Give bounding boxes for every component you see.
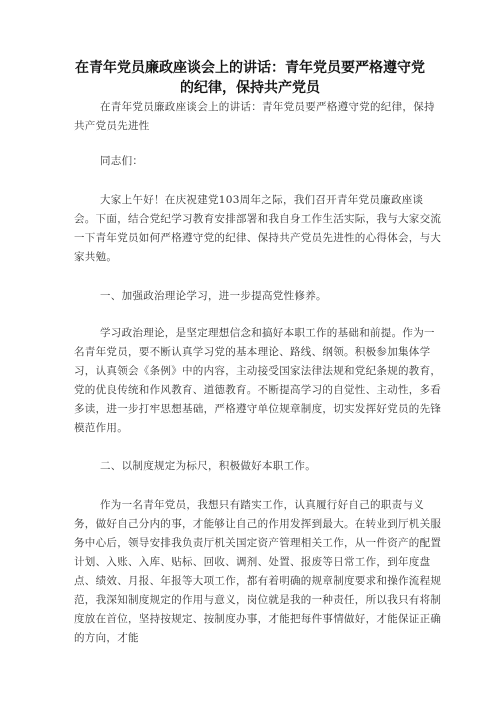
section-heading-2: 二、以制度规定为标尺，积极做好本职工作。 — [100, 460, 316, 472]
document-title: 在青年党员廉政座谈会上的讲话：青年党员要严格遵守党的纪律，保持共产党员 — [75, 60, 425, 96]
paragraph-theory-study: 学习政治理论，是坚定理想信念和搞好本职工作的基础和前提。作为一名青年党员，要不断认真学习党的基本理论、路线、纲领。积极参加集体学习，认真领会《条例》中的内容，主动接受国家法律法规和党纪条规的教育，党的优良传统和作风教育、道德教育。不断提高学习的自觉性、主动性，多看多读，进一步打牢思想基础，严格遵守单位规章制度，切实发挥好党员的先锋模范作用。 — [74, 327, 442, 434]
section-heading-1: 一、加强政治理论学习，进一步提高党性修养。 — [100, 290, 327, 302]
paragraph-duties: 作为一名青年党员，我想只有踏实工作，认真履行好自己的职责与义务，做好自己分内的事，才能够让自己的作用发挥到最大。在转业到厅机关服务中心后，领导安排我负责厅机关国定资产管理相关工作，从一件资产的配置计划、入账、入库、贴标、回收、调剂、处置、报废等日常工作，到年度盘点、绩效、月报、年报等大项工作，都有着明确的规章制度要求和操作流程规范，我深知制度规定的作用与意义，岗位就是我的一种责任，所以我只有将制度放在首位，坚持按规定、按制度办事，才能把每件事情做好，才能保证正确的方向，才能 — [74, 499, 442, 644]
intro-paragraph: 在青年党员廉政座谈会上的讲话：青年党员要严格遵守党的纪律，保持共产党员先进性 — [74, 101, 435, 132]
greeting: 同志们： — [100, 155, 144, 167]
paragraph-opening: 大家上午好！在庆祝建党103周年之际，我们召开青年党员廉政座谈会。下面，结合党纪学习教育安排部署和我自身工作生活实际，我与大家交流一下青年党员如何严格遵守党的纪律、保持共产党员先进性的心得体会，与大家共勉。 — [74, 194, 442, 263]
